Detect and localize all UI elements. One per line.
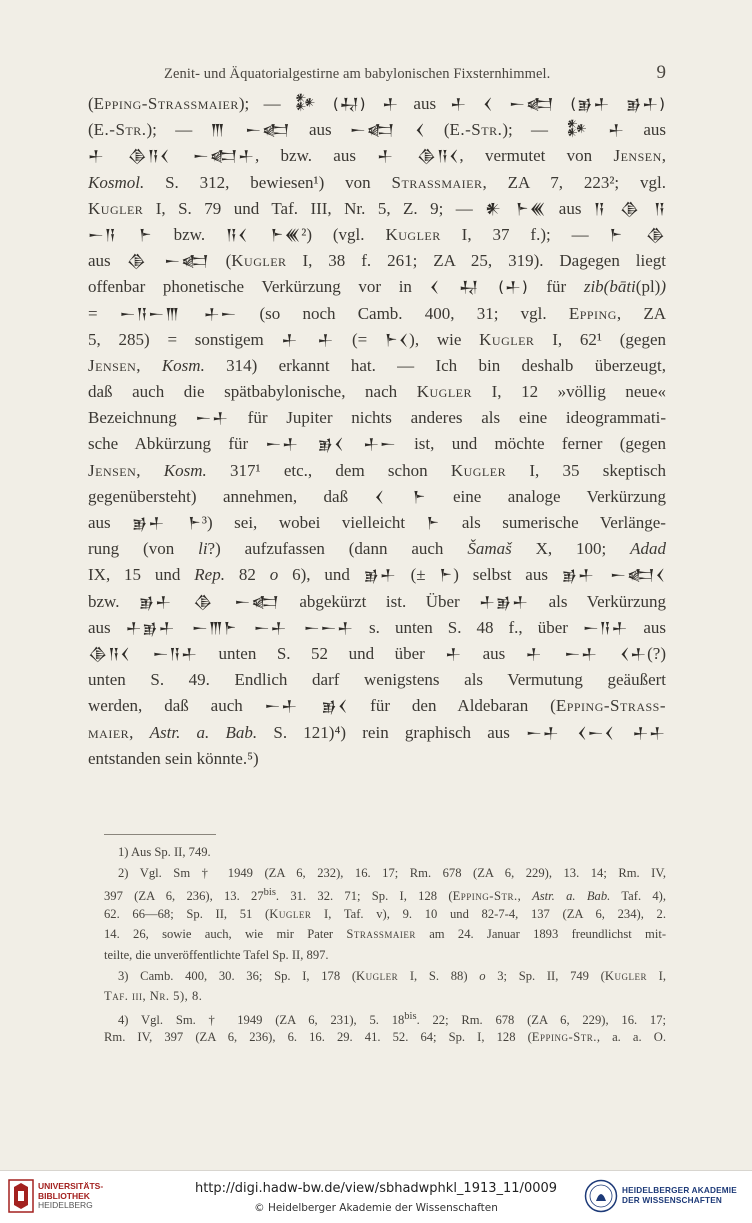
footnote-rule (104, 834, 216, 835)
cuneiform-sign: 𒈦 𒌋 𒀸𒅗 (𒂊𒈦 𒂊𒈦) (450, 95, 666, 113)
cuneiform-sign: 𒂊𒈦 (363, 566, 397, 585)
text-line: daß auch die spätbabylonische, nach Kugler I, 12 »völlig neue« (88, 382, 666, 402)
text-line: offenbar phonetische Verkürzung vor in 𒌋 𒄷 (𒈦) für zib(bāti(pl)) (88, 277, 666, 297)
cuneiform-sign: 𒈦 𒆠𒀀𒌋 𒀸𒅗𒈦 (88, 147, 255, 166)
cuneiform-sign: 𒐈 𒀸𒅗 (210, 121, 291, 140)
cuneiform-sign: 𒈦 𒈦 (281, 330, 335, 349)
cuneiform-sign: 𒀭 𒈨𒌍 (485, 199, 547, 218)
text-line: Jensen, Kosm. 317¹ etc., dem schon Kugler I, 35 skeptisch (88, 460, 666, 480)
footnotes (104, 842, 666, 1048)
cuneiform-sign: 𒀸𒈦 𒂊𒌋 (265, 435, 345, 454)
cuneiform-sign: 𒀀𒌋 𒈨𒌍 (226, 225, 302, 244)
cuneiform-sign: 𒀸𒀀𒈦 (582, 618, 629, 637)
cuneiform-sign: 𒀸𒈦 (195, 409, 229, 428)
footnote-4-cont: Rm. IV, 397 (ZA 6, 236), 6. 16. 29. 41. 52. 64; Sp. I, 128 (Epping-Str., a. a. O. (104, 1030, 666, 1045)
text-line: = 𒀸𒀀𒀸𒐈 𒈦𒀸 (so noch Camb. 400, 31; vgl. Epping, ZA (88, 303, 666, 323)
cuneiform-sign: 𒀸𒀀 𒈨 (88, 225, 153, 244)
text-line: 𒈦 𒆠𒀀𒌋 𒀸𒅗𒈦, bzw. aus 𒈦 𒆠𒀀𒌋, vermutet von Jensen, (88, 146, 666, 166)
text-line: aus 𒆠 𒀸𒅗 (Kugler I, 38 f. 261; ZA 25, 319). Dagegen liegt (88, 251, 666, 271)
cuneiform-sign: 𒂊𒈦 𒆠 𒀸𒅗 (139, 592, 280, 611)
cuneiform-sign: 𒀀 𒆠 𒀀 (593, 199, 666, 218)
cuneiform-sign: 𒌋 𒈨 (374, 487, 427, 506)
cuneiform-sign: 𒂊𒈦 𒀸𒅗𒌋 (561, 566, 666, 585)
text-line: Kosmol. S. 312, bewiesen¹) von Strassmaier, ZA 7, 223²; vgl. (88, 172, 666, 192)
text-line: Kugler I, S. 79 und Taf. III, Nr. 5, Z. 9; — 𒀭 𒈨𒌍 aus 𒀀 𒆠 𒀀 (88, 198, 666, 218)
page-number: 9 (656, 62, 666, 83)
footnote-2-cont: teilte, die unveröffentlichte Tafel Sp. II, 897. (104, 947, 329, 962)
cuneiform-sign: 𒆠 𒀸𒅗 (126, 252, 210, 271)
text-line: maier, Astr. a. Bab. S. 121)⁴) rein graphisch aus 𒀸𒈦 𒌋𒀸𒌋 𒈦𒈦 (88, 722, 666, 742)
cuneiform-sign: 𒈨 𒆠 (609, 225, 666, 244)
footnote-2: 2) Vgl. Sm † 1949 (ZA 6, 232), 16. 17; Rm. 678 (ZA 6, 229), 13. 14; Rm. IV, (118, 865, 666, 880)
cuneiform-sign: 𒌋 𒄷 (𒈦) (429, 278, 529, 297)
cuneiform-sign: 𒈦𒀸 (344, 435, 397, 454)
text-line: aus 𒈦𒂊𒈦 𒀸𒐈𒈨 𒀸𒈦 𒀸𒀸𒈦 s. unten S. 48 f., über 𒀸𒀀𒈦 aus (88, 617, 666, 637)
footnote-1: 1) Aus Sp. II, 749. (118, 845, 211, 859)
text-line: Jensen, Kosm. 314) erkannt hat. — Ich bin deshalb überzeugt, (88, 355, 666, 375)
cuneiform-sign: 𒂊𒈦 𒈨 (132, 514, 202, 532)
cuneiform-sign: 𒈨 (426, 514, 441, 532)
text-line: bzw. 𒂊𒈦 𒆠 𒀸𒅗 abgekürzt ist. Über 𒈦𒂊𒈦 als Verkürzung (88, 591, 666, 611)
text-line: aus 𒂊𒈦 𒈨³) sei, wobei vielleicht 𒈨 als sumerische Verlänge- (88, 513, 666, 532)
text-line: 𒆠𒀀𒌋 𒀸𒀀𒈦 unten S. 52 und über 𒈦 aus 𒈦 𒀸𒈦 𒌋𒈦(?) (88, 643, 666, 663)
permalink-url[interactable]: http://digi.hadw-bw.de/view/sbhadwphkl_1913_11/0009 (194, 1181, 558, 1196)
text-line: werden, daß auch 𒀸𒈦 𒂊𒌋 für den Aldebaran (Epping-Strass- (88, 696, 666, 716)
main-text (88, 91, 666, 772)
academy-name: HEIDELBERGER AKADEMIE DER WISSENSCHAFTEN (622, 1186, 737, 1205)
footnote-2-cont: 397 (ZA 6, 236), 13. $27^{bis}$. 31. 32. 71; Sp. I, 128 (Epping-Str., Astr. a. Bab. Taf. 4), (104, 887, 666, 904)
cuneiform-sign: 𒆠𒀀𒌋 𒀸𒀀𒈦 (88, 644, 199, 663)
footnote-4: 4) Vgl. Sm. † 1949 (ZA 6, 231), 5. $18^{bis}$. 22; Rm. 678 (ZA 6, 229), 16. 17; (118, 1010, 666, 1027)
cuneiform-sign: 𒈦 𒆠𒀀𒌋 (377, 147, 460, 166)
footnote-2-cont: 14. 26, sowie auch, wie mir Pater Strassmaier am 24. Januar 1893 freundlichst mit- (104, 927, 666, 942)
text-line: unten S. 49. Endlich darf wenigstens als Vermutung geäußert (88, 670, 666, 690)
cuneiform-sign: 𒀸𒈦 𒂊𒌋 (264, 697, 349, 716)
text-line: 𒀸𒀀 𒈨 bzw. 𒀀𒌋 𒈨𒌍²) (vgl. Kugler I, 37 f.); — 𒈨 𒆠 (88, 224, 666, 244)
university-library-name: UNIVERSITÄTS- BIBLIOTHEK HEIDELBERG (38, 1181, 104, 1210)
text-line: entstanden sein könnte.⁵) (88, 748, 259, 768)
text-line: (E.-Str.); — 𒐈 𒀸𒅗 aus 𒀸𒅗 𒌋 (E.-Str.); — 𒀯 𒈦 aus (88, 120, 666, 140)
cuneiform-sign: 𒈨𒌋 (385, 330, 410, 349)
cuneiform-sign: 𒈦𒂊𒈦 (479, 592, 530, 611)
footnote-3: 3) Camb. 400, 30. 36; Sp. I, 178 (Kugler I, S. 88) o 3; Sp. II, 749 (Kugler I, (118, 968, 666, 983)
cuneiform-sign: 𒈨 (439, 566, 454, 585)
cuneiform-sign: 𒈦 (445, 644, 463, 663)
cuneiform-sign: 𒈦 𒀸𒈦 𒌋𒈦 (525, 644, 648, 663)
text-line: gegenübersteht) annehmen, daß 𒌋 𒈨 eine analoge Verkürzung (88, 486, 666, 506)
cuneiform-sign: 𒈦𒂊𒈦 𒀸𒐈𒈨 𒀸𒈦 𒀸𒀸𒈦 (125, 618, 355, 637)
text-line: sche Abkürzung für 𒀸𒈦 𒂊𒌋 𒈦𒀸 ist, und möchte ferner (gegen (88, 434, 666, 454)
cuneiform-sign: 𒀸𒅗 𒌋 (349, 121, 426, 140)
copyright-notice: © Heidelberger Akademie der Wissenschaften (254, 1202, 498, 1214)
cuneiform-sign: 𒀯 𒈦 (566, 121, 626, 140)
text-line: (Epping-Strassmaier); — 𒀯 (𒄷) 𒈦 aus 𒈦 𒌋 𒀸𒅗 (𒂊𒈦 𒂊𒈦) (88, 94, 666, 113)
cuneiform-sign: 𒀸𒀀𒀸𒐈 𒈦𒀸 (119, 304, 238, 323)
cuneiform-sign: 𒀸𒈦 𒌋𒀸𒌋 𒈦𒈦 (526, 723, 666, 742)
footnote-2-cont: 62. 66—68; Sp. II, 51 (Kugler I, Taf. v), 9. 10 und 82-7-4, 137 (ZA 6, 234), 2. (104, 906, 666, 921)
running-title: Zenit- und Äquatorialgestirne am babylonischen Fixsternhimmel. (164, 66, 551, 82)
text-line: IX, 15 und Rep. 82 o 6), und 𒂊𒈦 (± 𒈨) selbst aus 𒂊𒈦 𒀸𒅗𒌋 (88, 565, 666, 585)
cuneiform-sign: 𒀯 (𒄷) 𒈦 (294, 95, 400, 113)
text-line: Bezeichnung 𒀸𒈦 für Jupiter nichts anderes als eine ideogrammati- (88, 408, 666, 428)
academy-seal-icon[interactable] (584, 1179, 618, 1213)
text-line: 5, 285) = sonstigem 𒈦 𒈦 (= 𒈨𒌋), wie Kugler I, 62¹ (gegen (88, 329, 666, 349)
text-line: rung (von li?) aufzufassen (dann auch Šamaš X, 100; Adad (88, 539, 666, 559)
footnote-3-cont: Taf. iii, Nr. 5), 8. (104, 989, 203, 1004)
viewer-footer (0, 1170, 752, 1223)
